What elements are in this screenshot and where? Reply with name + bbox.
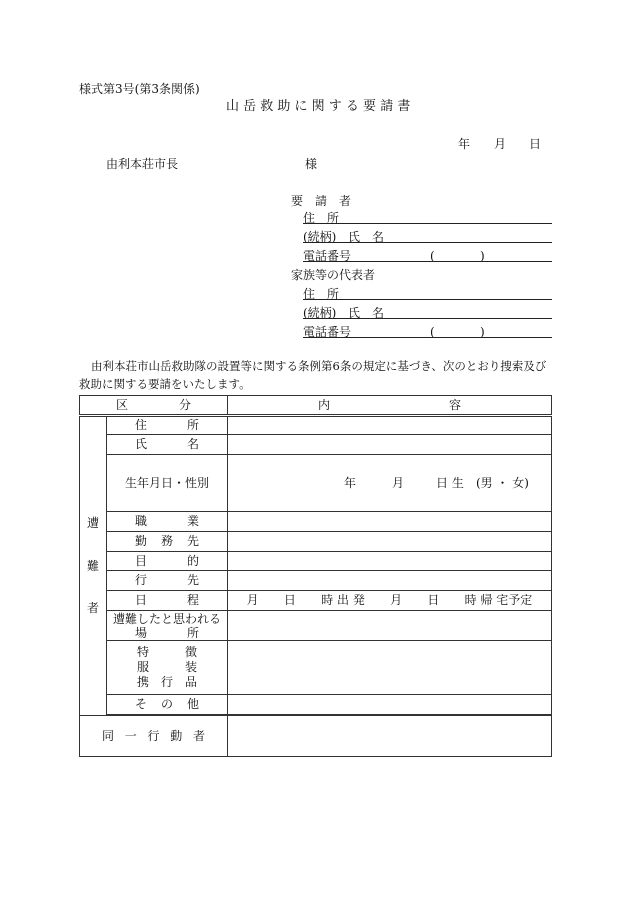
row-value-other[interactable]: [228, 695, 552, 715]
requester-heading: 要 請 者: [291, 194, 352, 208]
row-value-birth-sex[interactable]: 年 月 日 生 (男 ・ 女): [228, 455, 552, 512]
row-label-companions: 同 一 行 動 者: [80, 716, 228, 757]
family-phone-paren-close: ): [480, 325, 485, 339]
row-value-schedule[interactable]: 月 日 時 出 発 月 日 時 帰 宅予定: [228, 591, 552, 611]
requester-address-label: 住 所: [303, 211, 340, 225]
request-table: [79, 395, 552, 757]
family-phone-label: 電話番号: [303, 325, 352, 339]
row-label-destination: 行 先: [107, 571, 228, 591]
requester-phone-paren-close: ): [480, 249, 485, 263]
body-text-line2: 救助に関する要請をいたします。: [79, 377, 251, 391]
family-relation-label: (続柄): [303, 306, 337, 320]
row-value-name[interactable]: [228, 435, 552, 455]
requester-phone-label: 電話番号: [303, 249, 352, 263]
family-address-line[interactable]: [303, 299, 552, 300]
page-title: 山 岳 救 助 に 関 す る 要 請 書: [226, 99, 411, 114]
family-name-line[interactable]: [303, 318, 552, 319]
row-label-address: 住 所: [107, 416, 228, 435]
requester-name-line[interactable]: [303, 242, 552, 243]
form-number: 様式第3号(第3条関係): [79, 82, 200, 96]
row-label-workplace: 勤 務 先: [107, 532, 228, 552]
row-value-companions[interactable]: [228, 716, 552, 757]
row-value-purpose[interactable]: [228, 552, 552, 571]
row-label-features-clothing-belongings: 特 徴 服 装 携 行 品: [107, 641, 228, 695]
header-content: 内 容: [228, 396, 552, 416]
family-phone-line[interactable]: [303, 337, 552, 338]
family-heading: 家族等の代表者: [291, 268, 376, 282]
victim-label: 遭 難 者: [80, 416, 107, 716]
requester-phone-line[interactable]: [303, 261, 552, 262]
family-name-label: 氏 名: [348, 306, 385, 320]
addressee: 由利本荘市長: [106, 157, 179, 171]
family-phone-paren-open: (: [430, 325, 435, 339]
requester-name-label: 氏 名: [348, 230, 385, 244]
body-text-line1: 由利本荘市山岳救助隊の設置等に関する条例第6条の規定に基づき、次のとおり捜索及び: [91, 359, 547, 373]
header-category: 区 分: [80, 396, 228, 416]
row-value-workplace[interactable]: [228, 532, 552, 552]
row-label-occupation: 職 業: [107, 512, 228, 532]
date-month-label: 月: [494, 137, 507, 151]
row-label-name: 氏 名: [107, 435, 228, 455]
row-label-place: 遭難したと思われる 場 所: [107, 611, 228, 641]
honorific: 様: [305, 157, 318, 171]
requester-address-line[interactable]: [303, 223, 552, 224]
row-value-destination[interactable]: [228, 571, 552, 591]
row-label-other: そ の 他: [107, 695, 228, 715]
row-label-purpose: 目 的: [107, 552, 228, 571]
requester-relation-label: (続柄): [303, 230, 337, 244]
family-address-label: 住 所: [303, 287, 340, 301]
row-label-birth-sex: 生年月日・性別: [107, 455, 228, 512]
row-value-place[interactable]: [228, 611, 552, 641]
row-label-schedule: 日 程: [107, 591, 228, 611]
date-year-label: 年: [458, 137, 471, 151]
row-value-features-clothing-belongings[interactable]: [228, 641, 552, 695]
date-day-label: 日: [529, 137, 542, 151]
row-value-occupation[interactable]: [228, 512, 552, 532]
requester-phone-paren-open: (: [430, 249, 435, 263]
row-value-address[interactable]: [228, 416, 552, 435]
